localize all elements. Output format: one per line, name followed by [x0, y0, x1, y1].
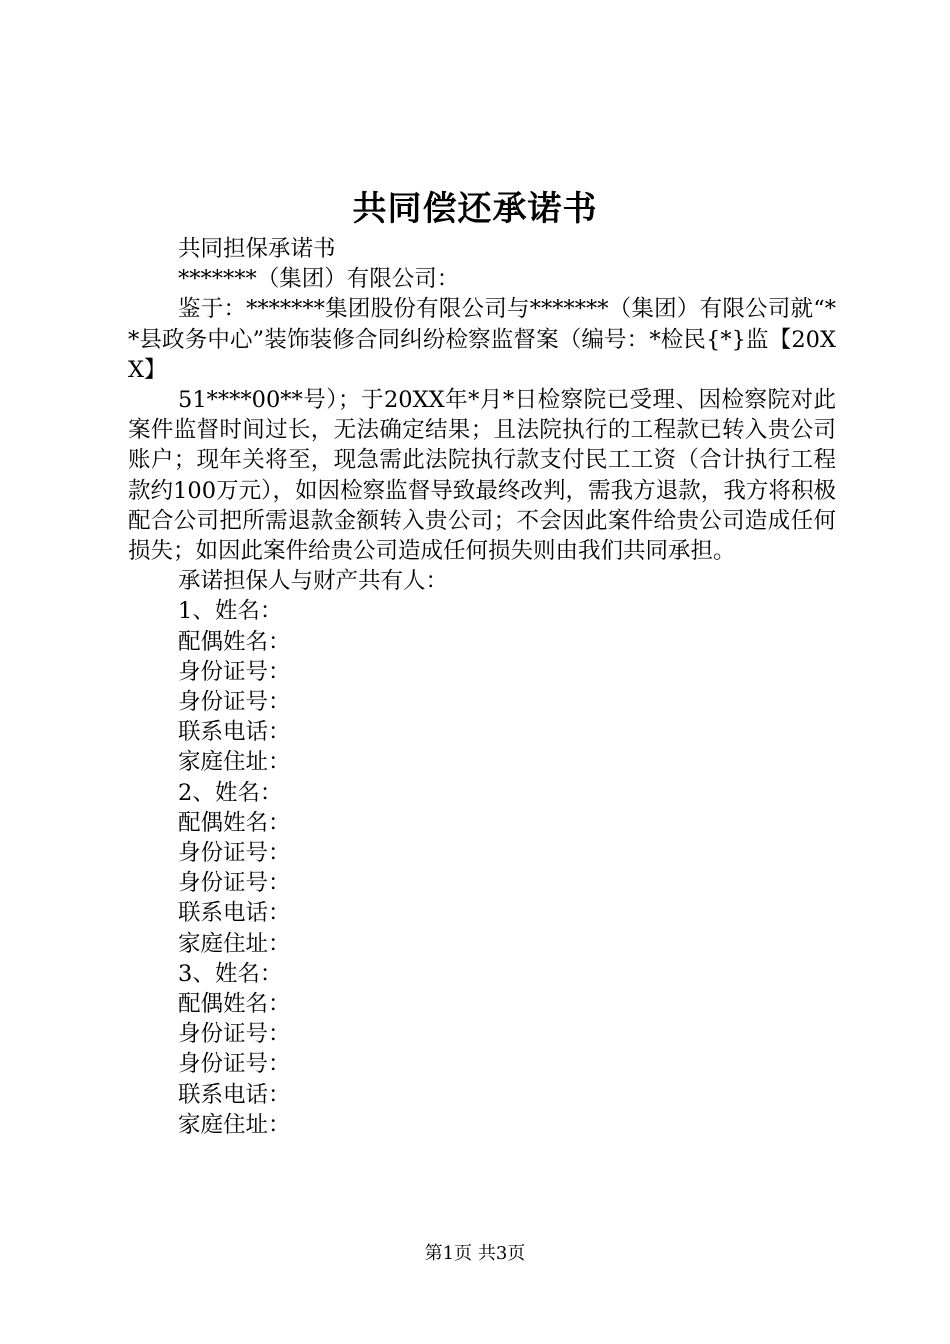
document-body [128, 234, 836, 1140]
paragraph-whereas: 鉴于：*******集团股份有限公司与*******（集团）有限公司就“**县政务中心”装饰装修合同纠纷检察监督案（编号：*检民{*}监【20XX】 [128, 296, 836, 383]
phone-field: 联系电话： [178, 900, 291, 927]
paragraph-commitment: 51****00**号）；于20XX年*月*日检察院已受理、因检察院对此案件监督时间过长，无法确定结果；且法院执行的工程款已转入贵公司账户；现年关将至，现急需此法院执行款支付民工工资（合计执行工程款约100万元），如因检察监督导致最终改判，需我方退款，我方将积极配合公司把所需退款金额转入贵公司；不会因此案件给贵公司造成任何损失；如因此案件给贵公司造成任何损失则由我们共同承担。 [128, 387, 836, 565]
id-number-field: 身份证号： [178, 870, 291, 897]
spouse-name-field: 配偶姓名： [178, 991, 291, 1018]
phone-field: 联系电话： [178, 1081, 291, 1108]
document-title: 共同偿还承诺书 [352, 189, 598, 229]
guarantor-name-field: 2、姓名： [178, 779, 283, 806]
id-number-field: 身份证号： [178, 658, 291, 685]
guarantors-intro: 承诺担保人与财产共有人： [178, 568, 449, 595]
address-field: 家庭住址： [178, 1111, 291, 1138]
spouse-name-field: 配偶姓名： [178, 628, 291, 655]
guarantor-name-field: 3、姓名： [178, 960, 283, 987]
spouse-name-field: 配偶姓名： [178, 809, 291, 836]
id-number-field: 身份证号： [178, 1051, 291, 1078]
document-heading: 共同担保承诺书 [178, 236, 336, 262]
address-field: 家庭住址： [178, 930, 291, 957]
id-number-field: 身份证号： [178, 840, 291, 867]
guarantor-name-field: 1、姓名： [178, 598, 283, 625]
guarantor-block-1 [128, 596, 836, 777]
address-field: 家庭住址： [178, 749, 291, 776]
guarantor-block-2 [128, 778, 836, 959]
page-number-footer: 第1页 共3页 [424, 1243, 526, 1264]
id-number-field: 身份证号： [178, 1021, 291, 1048]
id-number-field: 身份证号： [178, 689, 291, 716]
addressee: *******（集团）有限公司： [178, 266, 460, 293]
phone-field: 联系电话： [178, 719, 291, 746]
guarantor-block-3 [128, 959, 836, 1140]
